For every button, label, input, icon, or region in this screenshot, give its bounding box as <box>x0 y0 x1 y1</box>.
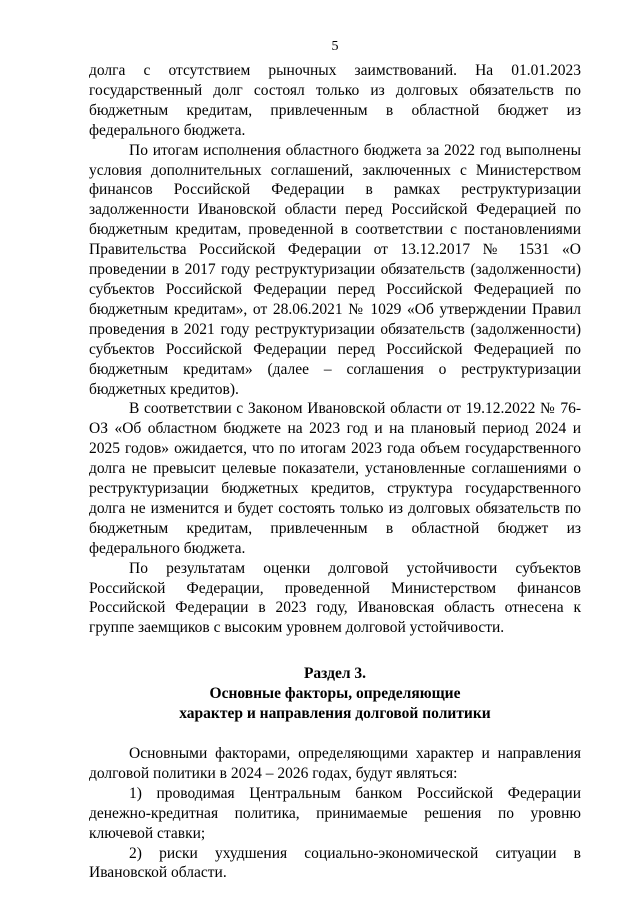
heading-spacer <box>89 724 581 744</box>
paragraph-budget-law: В соответствии с Законом Ивановской области от 19.12.2022 № 76-ОЗ «Об областном бюджете на 2023 год и на плановый период 2024 и 2025 годов» ожидается, что по итогам 2023 года объем государственного долга не превысит целевые показатели, установленные соглашениями о реструктуризации бюджетных кредитов, структура государственного долга не изменится и будет состоять только из долговых обязательств по бюджетным кредитам, привлеченным в областной бюджет из федерального бюджета. <box>89 400 581 557</box>
list-item-monetary-policy: 1) проводимая Центральным банком Российской Федерации денежно-кредитная политика, принимаемые решения по уровню ключевой ставки; <box>89 784 581 842</box>
paragraph-debt-structure: долга с отсутствием рыночных заимствований. На 01.01.2023 государственный долг состоял только из долговых обязательств по бюджетным кредитам, привлеченным в областной бюджет из федерального бюджета. <box>89 62 581 139</box>
paragraph-debt-sustainability: По результатам оценки долговой устойчивости субъектов Российской Федерации, проведенной Министерством финансов Российской Федерации в 2023 году, Ивановская область отнесена к группе заемщиков с высоким уровнем долговой устойчивости. <box>89 559 581 637</box>
paragraph-main-factors: Основными факторами, определяющими характер и направления долговой политики в 2024 – 2026 годах, будут являться: <box>89 745 581 782</box>
page-number: 5 <box>331 39 339 54</box>
section-title-line-2: характер и направления долговой политики <box>179 705 491 723</box>
section-spacer <box>89 638 581 664</box>
document-page <box>89 38 581 883</box>
section-number: Раздел 3. <box>303 665 367 683</box>
section-title-line-1: Основные факторы, определяющие <box>209 685 461 703</box>
list-item-socioeconomic-risks: 2) риски ухудшения социально-экономической ситуации в Ивановской области. <box>89 844 581 882</box>
paragraph-restructuring-conditions: По итогам исполнения областного бюджета за 2022 год выполнены условия дополнительных соглашений, заключенных с Министерством финансов Российской Федерации в рамках реструктуризации задолженности Ивановской области перед Российской Федерацией по бюджетным кредитам, проведенной в соответствии с постановлениями Правительства Российской Федерации от 13.12.2017 № 1531 «О проведении в 2017 году реструктуризации обязательств (задолженности) субъектов Российской Федерации перед Российской Федерацией по бюджетным кредитам», от 28.06.2021 № 1029 «Об утверждении Правил проведения в 2021 году реструктуризации обязательств (задолженности) субъектов Российской Федерации перед Российской Федерацией по бюджетным кредитам» (далее – соглашения о реструктуризации бюджетных кредитов). <box>89 141 581 398</box>
